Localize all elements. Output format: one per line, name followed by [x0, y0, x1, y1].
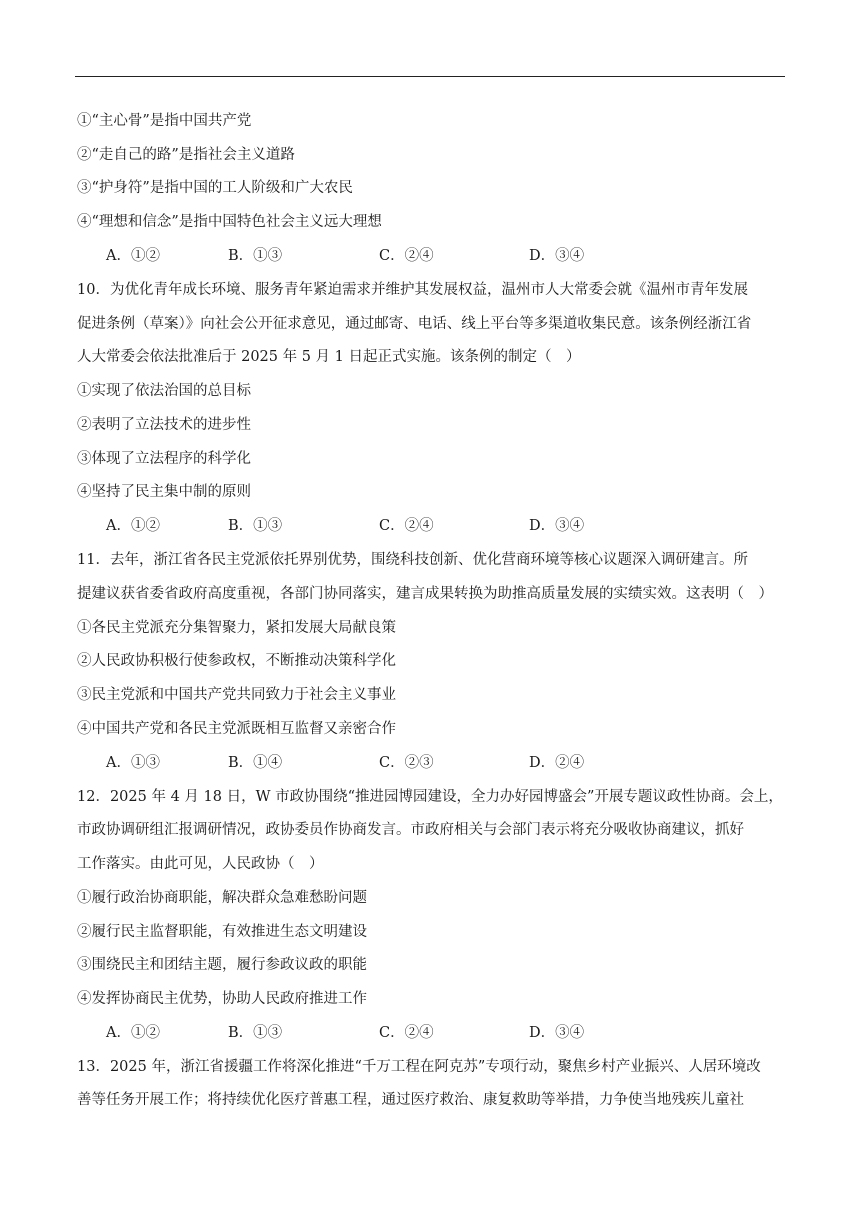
q12-statement-4: ④发挥协商民主优势，协助人民政府推进工作 — [77, 991, 367, 1007]
q12-option-c[interactable]: C．②④ — [379, 1025, 434, 1041]
q9-statement-3: ③“护身符”是指中国的工人阶级和广大农民 — [77, 180, 353, 196]
q11-statement-4: ④中国共产党和各民主党派既相互监督又亲密合作 — [77, 721, 396, 737]
q11-option-a[interactable]: A．①③ — [106, 755, 160, 771]
q10-option-d[interactable]: D．③④ — [529, 518, 585, 534]
q11-statement-2: ②人民政协积极行使参政权，不断推动决策科学化 — [77, 653, 396, 669]
q9-statement-4: ④“理想和信念”是指中国特色社会主义远大理想 — [77, 214, 382, 230]
q10-stem-line-3: 人大常委会依法批准后于 2025 年 5 月 1 日起正式实施。该条例的制定（ ） — [77, 349, 581, 365]
q11-option-c[interactable]: C．②③ — [379, 755, 434, 771]
q12-statement-3: ③围绕民主和团结主题，履行参政议政的职能 — [77, 957, 367, 973]
q10-option-a[interactable]: A．①② — [106, 518, 160, 534]
q12-statement-2: ②履行民主监督职能，有效推进生态文明建设 — [77, 924, 367, 940]
q10-statement-1: ①实现了依法治国的总目标 — [77, 383, 251, 399]
q11-option-b[interactable]: B．①④ — [228, 755, 283, 771]
q13-stem-line-2: 善等任务开展工作；将持续优化医疗普惠工程，通过医疗救治、康复救助等举措，力争使当地残疾儿童社 — [77, 1092, 744, 1108]
q11-statement-3: ③民主党派和中国共产党共同致力于社会主义事业 — [77, 687, 396, 703]
q9-option-a[interactable]: A．①② — [106, 248, 160, 264]
q12-stem-line-3: 工作落实。由此可见，人民政协（ ） — [77, 856, 324, 872]
q10-option-c[interactable]: C．②④ — [379, 518, 434, 534]
q9-statement-1: ①“主心骨”是指中国共产党 — [77, 113, 252, 129]
q11-stem-line-2: 提建议获省委省政府高度重视，各部门协同落实，建言成果转换为助推高质量发展的实绩实效。这表明（ ） — [77, 586, 773, 602]
q10-statement-2: ②表明了立法技术的进步性 — [77, 417, 251, 433]
q10-stem-line-2: 促进条例（草案）》向社会公开征求意见，通过邮寄、电话、线上平台等多渠道收集民意。该条例经浙江省 — [77, 316, 752, 332]
q13-stem-line-1: 13．2025 年，浙江省援疆工作将深化推进“千万工程在阿克苏”专项行动，聚焦乡村产业振兴、人居环境改 — [77, 1059, 761, 1075]
q12-option-b[interactable]: B．①③ — [228, 1025, 283, 1041]
q9-option-b[interactable]: B．①③ — [228, 248, 283, 264]
q10-option-b[interactable]: B．①③ — [228, 518, 283, 534]
q11-option-d[interactable]: D．②④ — [529, 755, 585, 771]
q10-statement-3: ③体现了立法程序的科学化 — [77, 451, 251, 467]
q11-stem-line-1: 11．去年，浙江省各民主党派依托界别优势，围绕科技创新、优化营商环境等核心议题深入调研建言。所 — [77, 552, 748, 568]
q9-option-d[interactable]: D．③④ — [529, 248, 585, 264]
q9-option-c[interactable]: C．②④ — [379, 248, 434, 264]
q12-option-a[interactable]: A．①② — [106, 1025, 160, 1041]
q10-stem-line-1: 10．为优化青年成长环境、服务青年紧迫需求并维护其发展权益，温州市人大常委会就《温州市青年发展 — [77, 282, 748, 298]
q11-statement-1: ①各民主党派充分集智聚力，紧扣发展大局献良策 — [77, 620, 396, 636]
q12-option-d[interactable]: D．③④ — [529, 1025, 585, 1041]
q9-statement-2: ②“走自己的路”是指社会主义道路 — [77, 147, 295, 163]
q12-statement-1: ①履行政治协商职能，解决群众急难愁盼问题 — [77, 890, 367, 906]
header-rule — [75, 76, 785, 77]
q12-stem-line-2: 市政协调研组汇报调研情况，政协委员作协商发言。市政府相关与会部门表示将充分吸收协商建议，抓好 — [77, 822, 744, 838]
q12-stem-line-1: 12．2025 年 4 月 18 日，W 市政协围绕“推进园博园建设，全力办好园博盛会”开展专题议政性协商。会上， — [77, 789, 783, 805]
q10-statement-4: ④坚持了民主集中制的原则 — [77, 484, 251, 500]
